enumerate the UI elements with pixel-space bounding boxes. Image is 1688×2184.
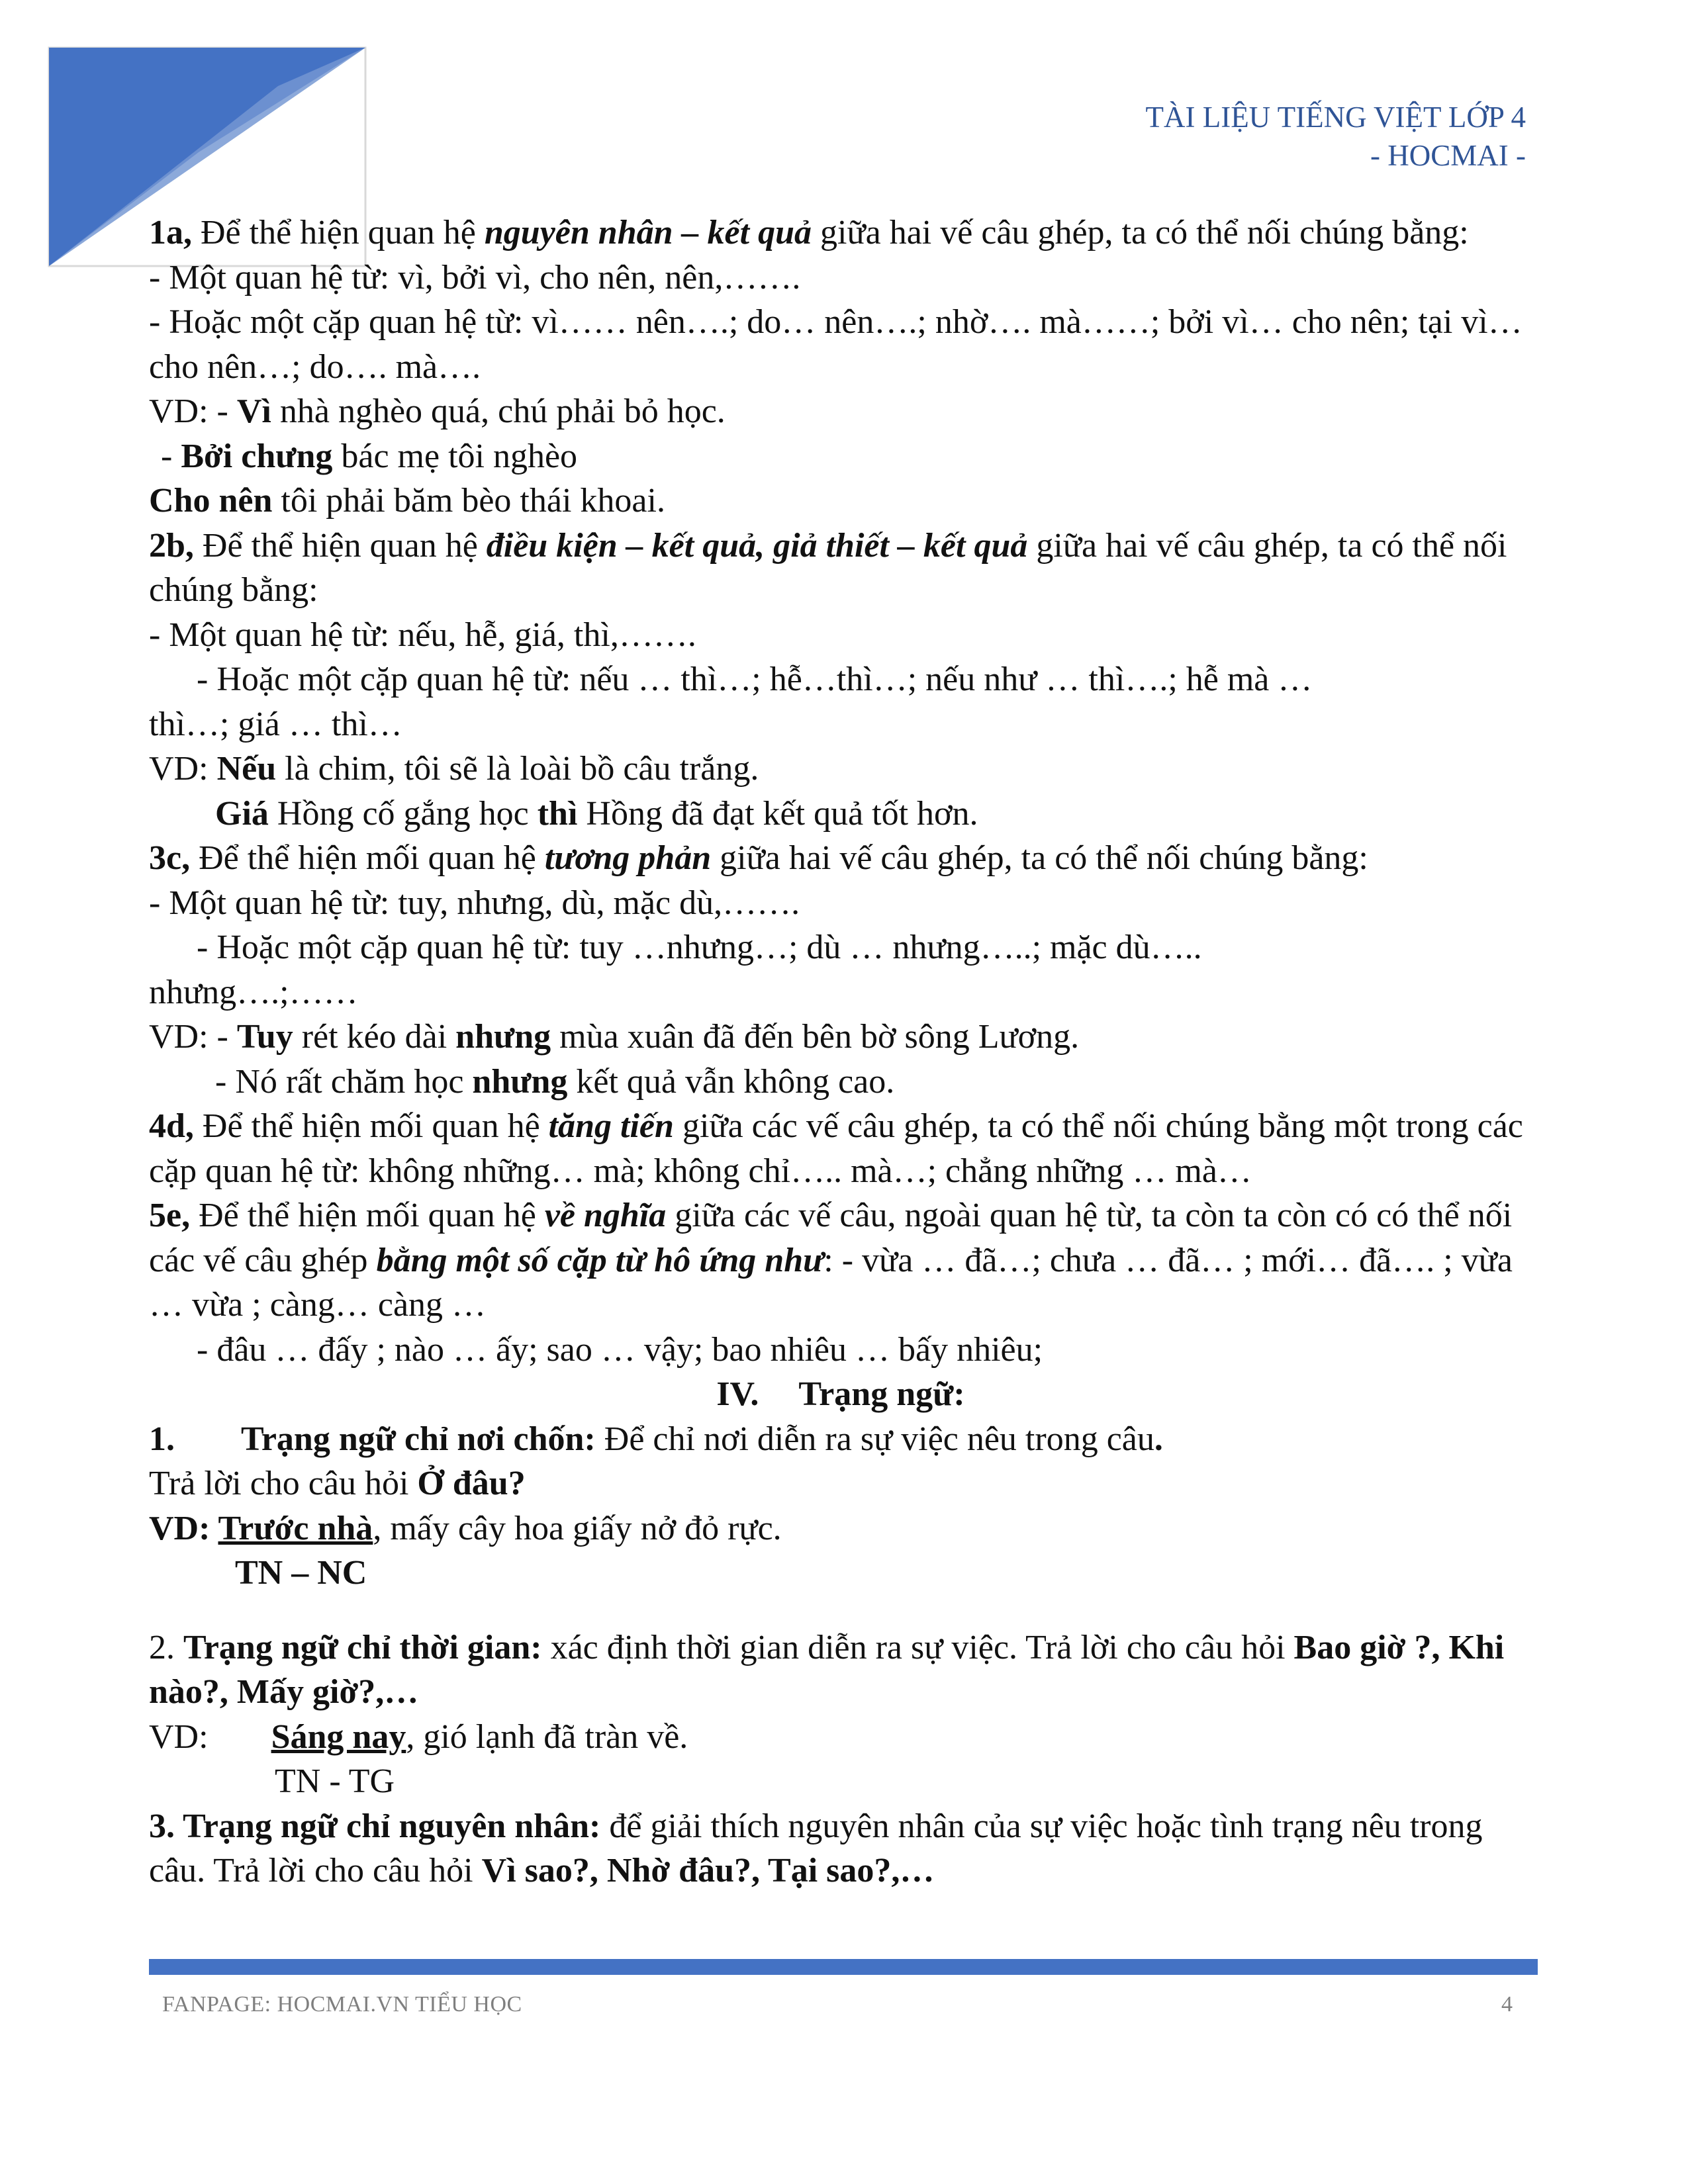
list-item: - Hoặc một cặp quan hệ từ: nếu … thì…; hễ…thì…; nếu như … thì….; hễ mà … <box>197 660 1313 698</box>
document-body <box>149 210 1532 1893</box>
list-item: - Một quan hệ từ: tuy, nhưng, dù, mặc dù,……. <box>149 884 800 922</box>
emphasis: tương phản <box>544 839 712 877</box>
list-item: - đâu … đấy ; nào … ấy; sao … vậy; bao nhiêu … bấy nhiêu; <box>197 1330 1043 1369</box>
section-number: 3c, <box>149 839 191 877</box>
list-item: - Hoặc một cặp quan hệ từ: tuy …nhưng…; dù … nhưng…..; mặc dù….. <box>197 929 1202 966</box>
example: VD: Nếu là chim, tôi sẽ là loài bồ câu trắng. <box>149 750 759 788</box>
section-3c: 3c, Để thể hiện mối quan hệ tương phản giữa hai vế câu ghép, ta có thể nối chúng bằng: <box>149 839 1368 877</box>
question: Trả lời cho câu hỏi Ở đâu? <box>149 1465 526 1502</box>
example: - Bởi chưng bác mẹ tôi nghèo <box>161 437 578 475</box>
example: VD: Trước nhà, mấy cây hoa giấy nở đỏ rực. <box>149 1509 782 1547</box>
example: VD: - Tuy rét kéo dài nhưng mùa xuân đã đến bên bờ sông Lương. <box>149 1018 1080 1056</box>
emphasis: về nghĩa <box>544 1197 667 1234</box>
section-number: 1a, <box>149 214 192 251</box>
example: Giá Hồng cố gắng học thì Hồng đã đạt kết quả tốt hơn. <box>215 794 978 833</box>
section-4d: 4d, Để thể hiện mối quan hệ tăng tiến giữa các vế câu ghép, ta có thể nối chúng bằng một trong các cặp quan hệ từ: không những… mà; không chỉ….. mà…; chẳng những … mà… <box>149 1107 1523 1190</box>
header-title: TÀI LIỆU TIẾNG VIỆT LỚP 4 <box>1145 101 1526 134</box>
example: Cho nên tôi phải băm bèo thái khoai. <box>149 482 665 520</box>
emphasis: điều kiện – kết quả, giả thiết – kết quả <box>486 526 1028 565</box>
page-header <box>1146 98 1526 175</box>
list-item: - Một quan hệ từ: nếu, hễ, giá, thì,……. <box>149 615 696 654</box>
list-item: - Một quan hệ từ: vì, bởi vì, cho nên, nên,……. <box>149 258 801 296</box>
label-tn: TN – NC <box>235 1554 367 1592</box>
list-item: thì…; giá … thì… <box>149 705 402 743</box>
example: VD: - Vì nhà nghèo quá, chú phải bỏ học. <box>149 392 726 430</box>
emphasis: bằng một số cặp từ hô ứng như <box>376 1241 824 1279</box>
item-1: 1. Trạng ngữ chỉ nơi chốn: Để chỉ nơi diễn ra sự việc nêu trong câu. <box>149 1420 1163 1458</box>
example: - Nó rất chăm học nhưng kết quả vẫn không cao. <box>215 1062 895 1101</box>
section-5e: 5e, Để thể hiện mối quan hệ về nghĩa giữa các vế câu, ngoài quan hệ từ, ta còn ta còn có có thể nối các vế câu ghép bằng một số cặp từ hô ứng như: - vừa … đã…; chưa … đã… ; mới… đã…. ; vừa … vừa ; càng… càng … <box>149 1197 1513 1324</box>
section-1a: 1a, Để thể hiện quan hệ nguyên nhân – kết quả giữa hai vế câu ghép, ta có thể nối chúng bằng: <box>149 214 1469 251</box>
list-item: - Hoặc một cặp quan hệ từ: vì…… nên….; do… nên….; nhờ…. mà……; bởi vì… cho nên; tại vì… cho nên…; do…. mà…. <box>149 303 1523 386</box>
item-3: 3. Trạng ngữ chỉ nguyên nhân: để giải thích nguyên nhân của sự việc hoặc tình trạng nêu trong câu. Trả lời cho câu hỏi Vì sao?, Nhờ đâu?, Tại sao?,… <box>149 1807 1483 1889</box>
section-heading: IV. Trạng ngữ: <box>716 1375 965 1413</box>
footer-text: FANPAGE: HOCMAI.VN TIỂU HỌC <box>162 1992 522 2017</box>
section-2b: 2b, Để thể hiện quan hệ điều kiện – kết quả, giả thiết – kết quả giữa hai vế câu ghép, ta có thể nối chúng bằng: <box>149 526 1507 609</box>
page-number: 4 <box>1501 1992 1513 2017</box>
section-number: 4d, <box>149 1107 194 1145</box>
header-subtitle: - HOCMAI - <box>1370 139 1526 172</box>
label-tn: TN - TG <box>275 1762 395 1800</box>
item-2: 2. Trạng ngữ chỉ thời gian: xác định thời gian diễn ra sự việc. Trả lời cho câu hỏi Bao giờ ?, Khi nào?, Mấy giờ?,… <box>149 1628 1505 1711</box>
section-number: 5e, <box>149 1197 191 1234</box>
example: VD: Sáng nay, gió lạnh đã tràn về. <box>149 1717 688 1756</box>
emphasis: tăng tiến <box>548 1107 674 1145</box>
section-number: 2b, <box>149 526 194 565</box>
list-item: nhưng….;…… <box>149 973 358 1011</box>
emphasis: nguyên nhân – kết quả <box>484 214 812 251</box>
footer-bar <box>149 1959 1538 1975</box>
